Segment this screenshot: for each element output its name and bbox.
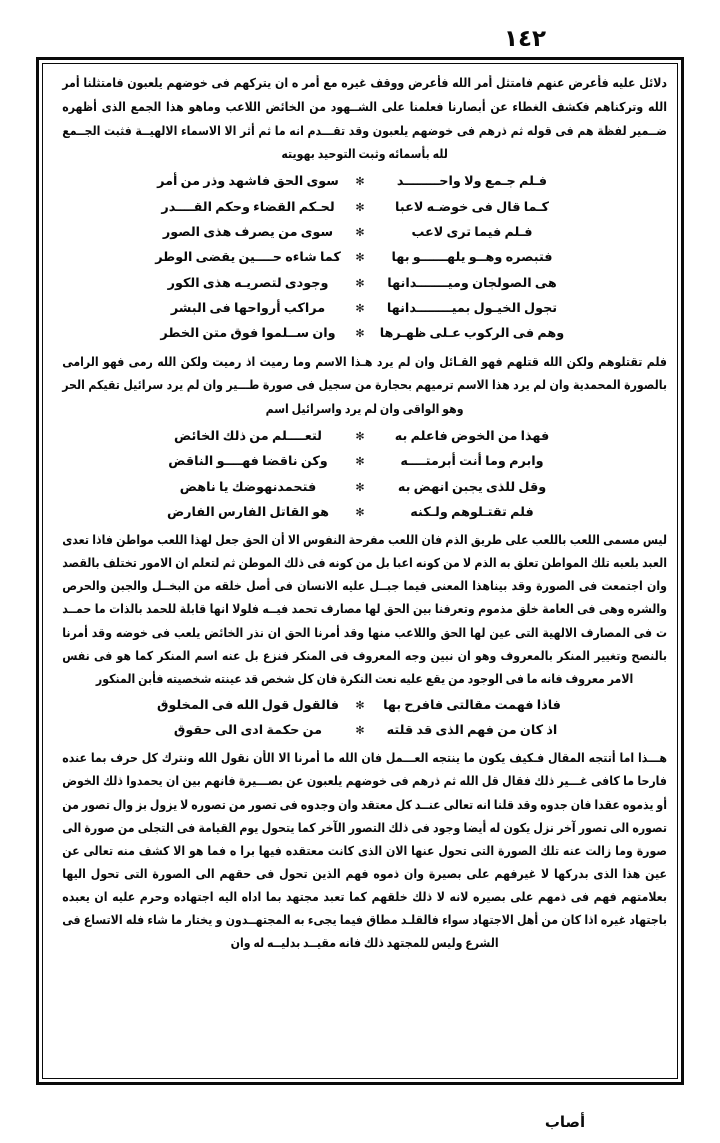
verse-line <box>53 718 667 743</box>
verse-separator-star-icon: ✻ <box>355 455 365 469</box>
hemistich-first: وابرم وما أنت أبرمتــــه <box>400 454 544 470</box>
hemistich-first: فهذا من الخوض فاعلم به <box>394 428 550 444</box>
prose-paragraph-1: دلائل عليه فأعرض عنهم فامتثل أمر الله فأعرض ووقف غيره مع أمر ه ان يتركهم فى خوضهم يلعبون فامتثلنا أمر الله وتركناهم فكشف الغطاء عن أبصارنا فعلمنا على الشــهود من الخائض اللاعب وماهو هذا الجمع الذى أظهره ضــمير لفظة هم فى قوله ثم ذرهم فى خوضهم يلعبون وقد تقـــدم انه ما ثم أثر الا الاسماء الالهيــة فثبت الجــمع لله بأسمائه وثبت التوحيد بهويته <box>62 75 667 162</box>
catchword: أصاب <box>544 1113 586 1131</box>
hemistich-second: وان ســلموا فوق متن الخطر <box>160 326 336 342</box>
hemistich-first: هى الصولجان وميـــــــدانها <box>387 275 557 291</box>
verse-line <box>53 220 667 245</box>
verse-line <box>53 693 667 718</box>
verse-line <box>53 296 667 321</box>
hemistich-second: سوى الحق فاشهد وذر من أمر <box>157 174 339 190</box>
hemistich-second: هو القاتل الفارس الفارض <box>166 504 330 520</box>
prose-paragraph-4: هـــذا اما أتتجه المقال فـكيف يكون ما ينتجه العـــمل فان الله ما أمرنا الا الأن نقول الله ونترك كل حرف بما عنده فارحا ما كافى غـــير ذلك فقال قل الله ثم ذرهم فى خوضهم يلعبون عن بصـــيرة فانهم بين ان يحمدوا ذلك الخوض أو يذموه عقدا فان جدوه وقد قلنا انه تعالى عنــد كل معتقد وان وجدوه فى تصور من تصوره لا يزول بز وال تصور من تصوره الى تصور آخر نزل يكون له أيضا وجود فى ذلك التصور الآخر كما يتحول يوم القيامة فى التجلى من صورة الى صورة وما زالت عنه تلك الصورة التى تحول عنها الان الذى كانت معتقده فيها برا ه فما هو الا كشف منه تعالى عن عين هذا الذى بدركها لا غيرفهم على بصيرة وان ذموه فهم الذين تحول فى حقهم الى الصورة التى تحول اليها بعلامتهم فهم فى ذمهم على بصيره لانه لا ذلك خلقهم كما تعبد مجتهد بما اداه اليه اجتهاده وحرم عليه ان يعبده باجتهاد غيره اذا كان من أهل الاجتهاد سواء فالقلـد مطاق فيما يجىء به المجتهــدون و يختار ما شاء فله الاتساع فى الشرع وليس للمجتهد ذلك فانه مقيــد بدليــه له وان <box>62 750 667 950</box>
verse-separator-star-icon: ✻ <box>355 251 365 265</box>
hemistich-second: لحـكم القضاء وحكم القــــدر <box>161 199 335 215</box>
hemistich-first: وهم فى الركوب عـلى ظهـرها <box>379 326 565 342</box>
page-number: ١٤٢ <box>503 26 547 52</box>
verse-line <box>53 449 667 474</box>
verse-separator-star-icon: ✻ <box>355 480 365 494</box>
hemistich-second: وجودى لتصريـه هذى الكور <box>167 275 329 291</box>
verse-line <box>53 475 667 500</box>
verse-line <box>53 321 667 346</box>
verse-separator-star-icon: ✻ <box>355 327 365 341</box>
hemistich-second: فتحمدنهوضك يا ناهض <box>179 479 317 495</box>
hemistich-second: لتعــــلم من ذلك الخائض <box>174 428 322 444</box>
hemistich-first: كـما قال فى خوضـه لاعبا <box>395 199 549 215</box>
verse-separator-star-icon: ✻ <box>355 724 365 738</box>
hemistich-first: فـلم فيما ترى لاعب <box>411 224 533 240</box>
hemistich-second: من حكمة ادى الى حقوق <box>173 723 323 739</box>
hemistich-first: وقل للذى يجبن انهض به <box>397 479 547 495</box>
text-body <box>53 71 667 954</box>
poem-block-2 <box>53 424 667 525</box>
verse-separator-star-icon: ✻ <box>355 698 365 712</box>
verse-separator-star-icon: ✻ <box>355 200 365 214</box>
verse-separator-star-icon: ✻ <box>355 301 365 315</box>
prose-paragraph-2: فلم تقتلوهم ولكن الله قتلهم فهو القـائل وان لم يرد هـذا الاسم وما رميت اذ رميت ولكن الله رمى فهو الرامى بالصورة المحمدية وان لم يرد هذا الاسم ترميهم بحجارة من سجيل فى صورة طـــير وان لم يرد سرائيل تقيكم الحر وهو الواقى وان لم يرد واسرائيل اسم <box>62 353 667 417</box>
hemistich-second: وكن ناقضا فهــــو الناقض <box>168 454 328 470</box>
verse-line <box>53 424 667 449</box>
verse-line <box>53 245 667 270</box>
verse-line <box>53 169 667 194</box>
hemistich-first: فتبصره وهــو يلهــــــو بها <box>391 250 553 266</box>
hemistich-first: فاذا فهمت مقالتى فافرح بها <box>383 697 561 713</box>
hemistich-second: فالقول قول الله فى المخلوق <box>156 697 340 713</box>
hemistich-first: فلم تقتـلوهم ولـكنه <box>410 504 534 520</box>
verse-separator-star-icon: ✻ <box>355 505 365 519</box>
page-frame-inner <box>42 63 678 1079</box>
verse-separator-star-icon: ✻ <box>355 225 365 239</box>
verse-line <box>53 500 667 525</box>
page-frame-outer <box>36 57 684 1085</box>
hemistich-first: فـلم جـمع ولا واحــــــــد <box>396 174 548 190</box>
poem-block-1 <box>53 169 667 346</box>
hemistich-first: اذ كان من فهم الذى قد قلته <box>386 723 558 739</box>
prose-paragraph-3: ليس مسمى اللعب باللعب على طريق الذم فان اللعب مفرحة النفوس الا أن الحق جعل لهذا اللعب مواطن فاذا تعدى العبد بلعبه تلك المواطن تعلق به الذم لا من كونه اعبا بل من كونه فى ذلك الموطن ثم لتعلم ان الامور تختلف بالقصد وان اجتمعت فى الصورة وقد بيناهذا المعنى فيما جبــل عليه الانسان فى أصل خلقه من البخــل والجبن والحرص والشره وهى فى العامة خلق مذموم وتعرفنا بين الحق لها مصارف تحمد فيــه فلولا انها قابلة للحمد بالذات ما حمــد ت فى المصارف الالهية التى عين لها الحق واللاعب منها وقد أمرنا الحق ان نذر الخائض يلعب فى خوضه وقد أمرنا بالنصح وتغيير المنكر بالمعروف وهو ان نبين وجه المعروف فى المنكر فنزع بل عنه اسم المنكر كما هو فى نفس الامر معروف فانه ما فى الوجود من يقع عليه نعت النكرة فان كل شخص قد عينته شخصيته فأبن المنكور <box>62 532 667 686</box>
verse-line <box>53 195 667 220</box>
hemistich-second: مراكب أرواحها فى البشر <box>170 300 326 316</box>
hemistich-second: سوى من يصرف هذى الصور <box>162 224 334 240</box>
verse-separator-star-icon: ✻ <box>355 429 365 443</box>
verse-separator-star-icon: ✻ <box>355 175 365 189</box>
verse-separator-star-icon: ✻ <box>355 276 365 290</box>
poem-block-3 <box>53 693 667 744</box>
verse-line <box>53 271 667 296</box>
hemistich-second: كما شاءه حــــين يقضى الوطر <box>155 250 341 266</box>
hemistich-first: تجول الخيـول بميــــــــدانها <box>386 300 558 316</box>
